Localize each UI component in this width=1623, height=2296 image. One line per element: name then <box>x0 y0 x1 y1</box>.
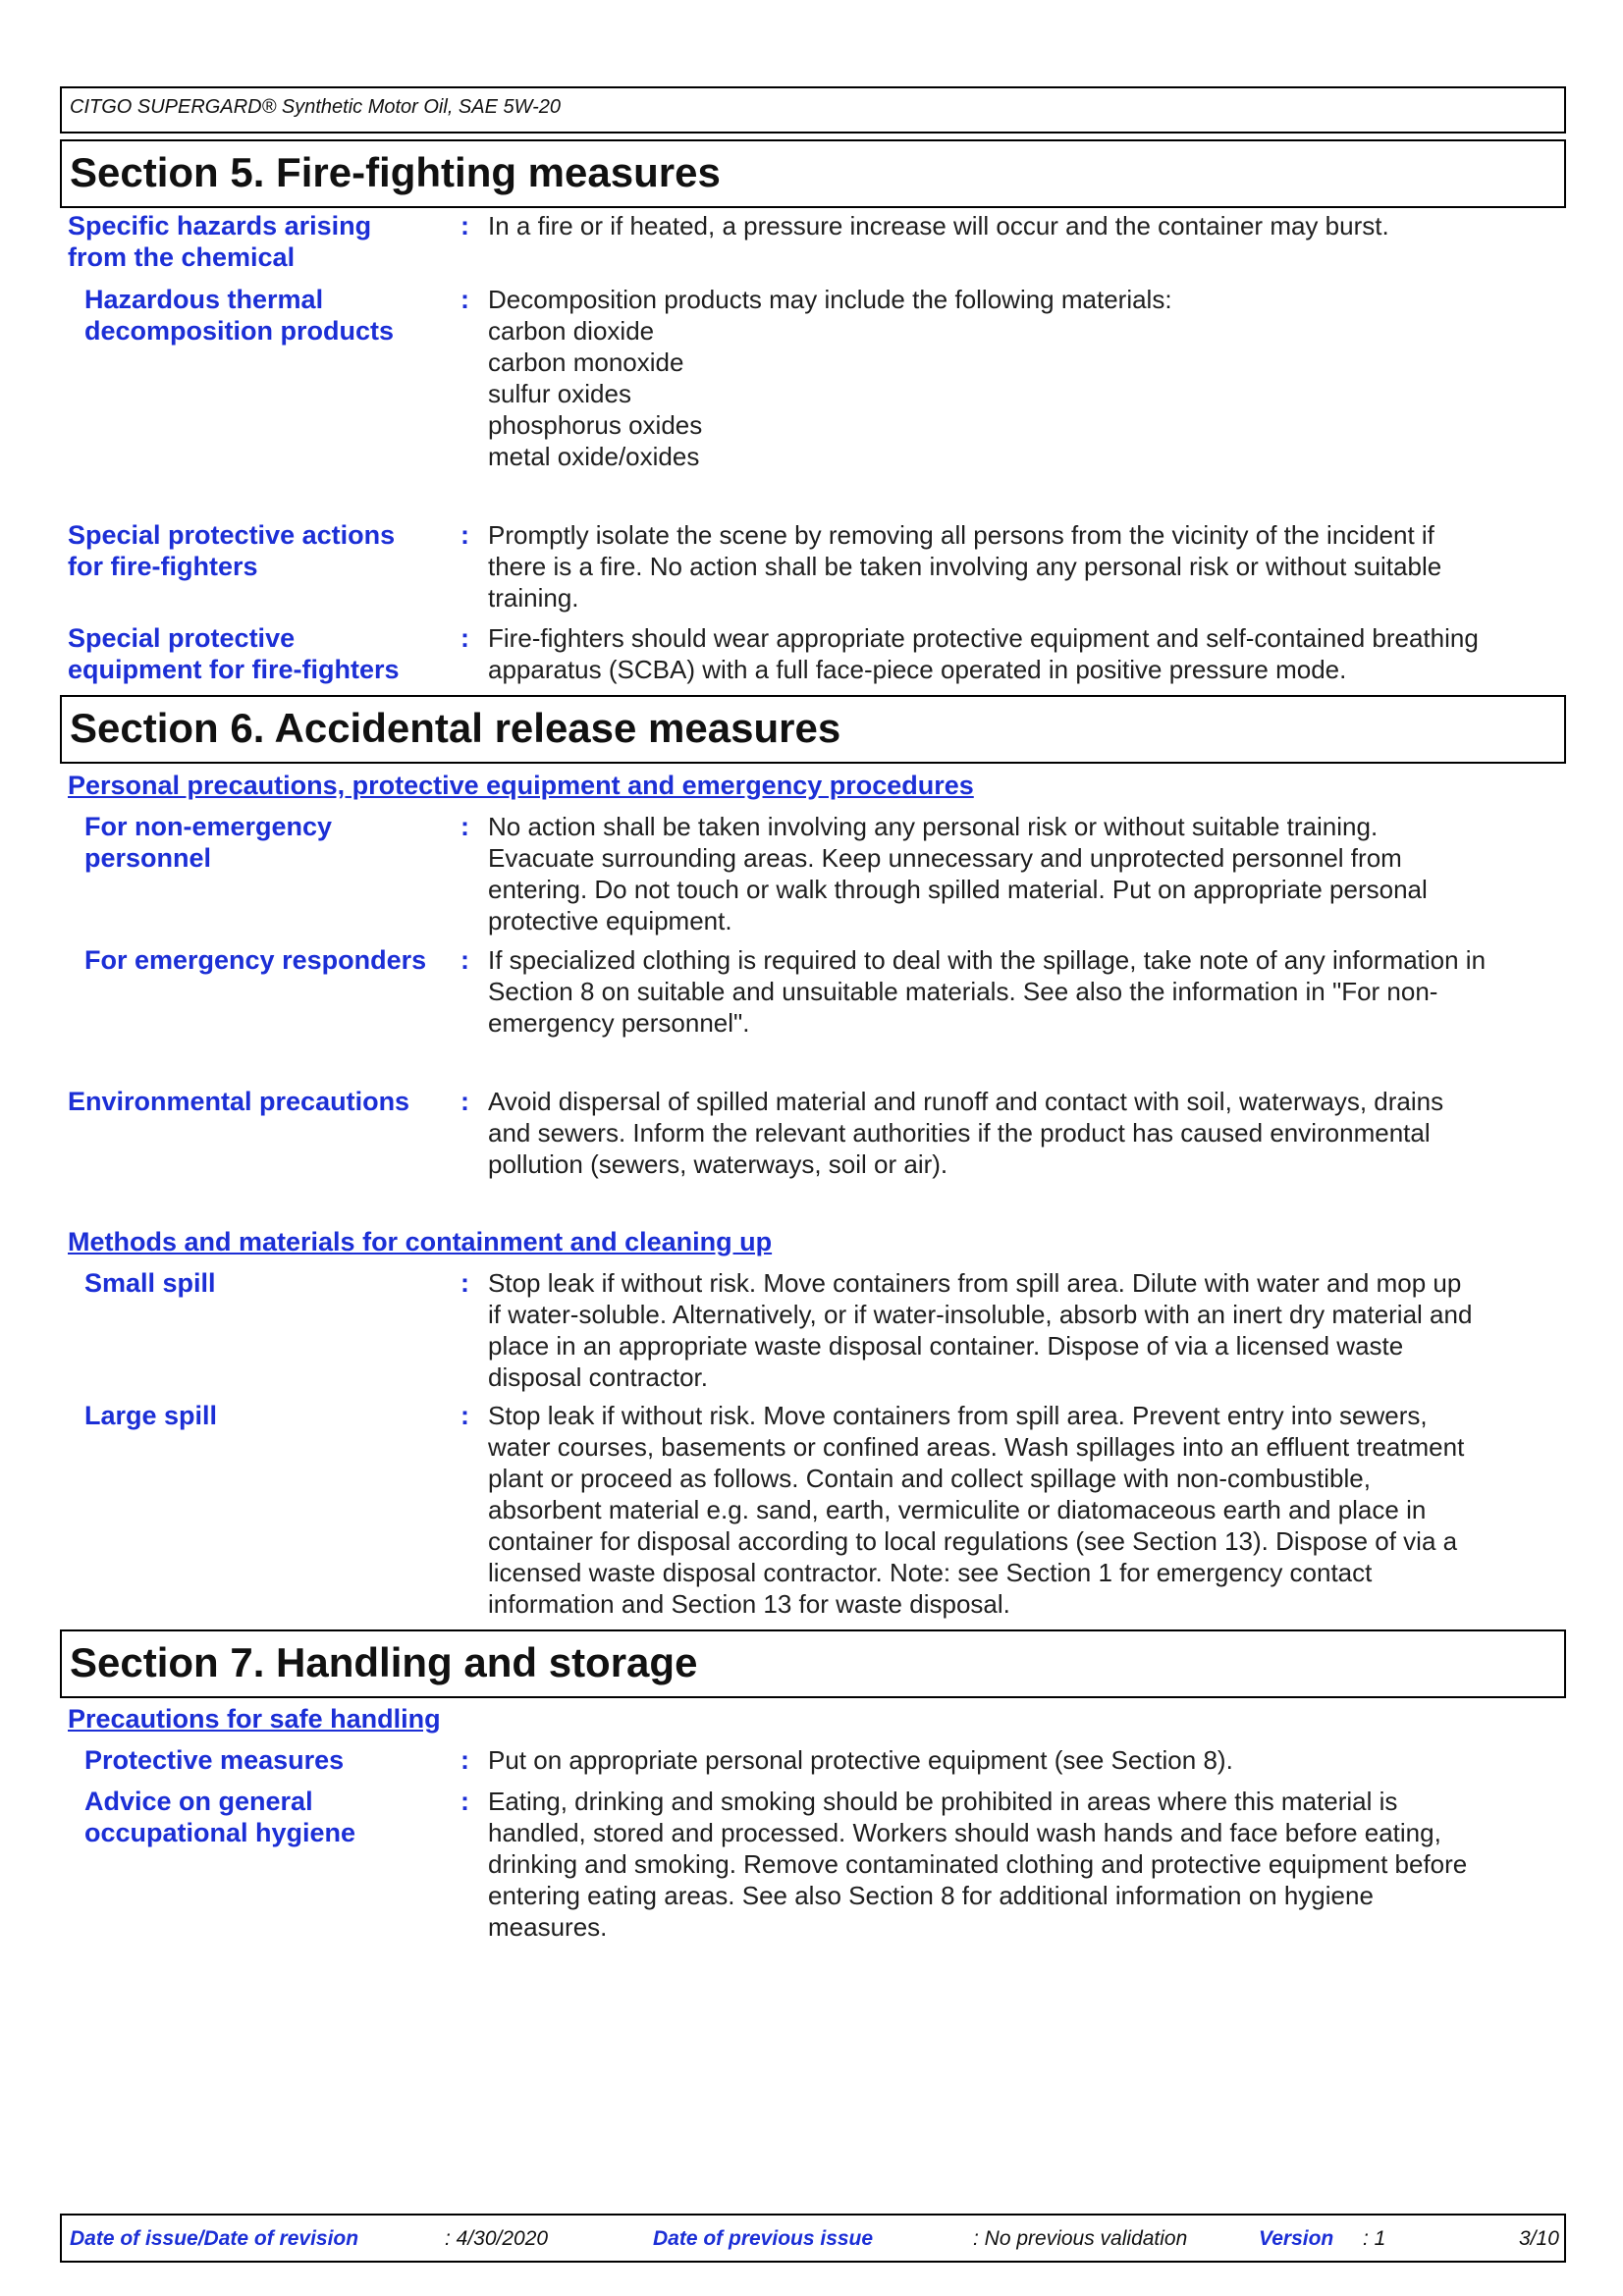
label-protective-actions: Special protective actions for fire-fighters <box>68 520 396 581</box>
subhead-containment: Methods and materials for containment and cleaning up <box>68 1227 773 1256</box>
value-thermal-decomposition: Decomposition products may include the following materials: carbon dioxide carbon monoxide sulfur oxides phosphorus oxides metal oxide/oxides <box>488 285 1172 471</box>
label-specific-hazards: Specific hazards arising from the chemical <box>68 211 372 272</box>
value-specific-hazards: In a fire or if heated, a pressure increase will occur and the container may burst. <box>488 211 1389 240</box>
colon: : <box>460 945 469 975</box>
label-thermal-decomposition: Hazardous thermal decomposition products <box>84 285 395 346</box>
colon: : <box>460 1268 469 1298</box>
product-name: CITGO SUPERGARD® Synthetic Motor Oil, SAE 5W-20 <box>70 96 562 118</box>
section-7-title: Section 7. Handling and storage <box>70 1639 698 1685</box>
value-environmental: Avoid dispersal of spilled material and runoff and contact with soil, waterways, drains and sewers. Inform the relevant authorities if the product has caused environmental pollution (sewers, waterways, soil or air). <box>488 1087 1444 1179</box>
footer-issue-label: Date of issue/Date of revision <box>70 2227 359 2250</box>
value-protective-actions: Promptly isolate the scene by removing all persons from the vicinity of the incident if there is a fire. No action shall be taken involving any personal risk or without suitable training. <box>488 520 1442 613</box>
label-small-spill: Small spill <box>84 1268 216 1298</box>
value-protective-measures: Put on appropriate personal protective equipment (see Section 8). <box>488 1745 1233 1775</box>
section-7-header <box>60 1629 1566 1698</box>
section-5-header <box>60 139 1566 208</box>
label-emergency-responders: For emergency responders <box>84 945 427 975</box>
colon: : <box>460 211 469 240</box>
value-emergency-responders: If specialized clothing is required to deal with the spillage, take note of any information in Section 8 on suitable and unsuitable materials. See also the information in "For non- emergency personnel". <box>488 945 1487 1038</box>
value-protective-equipment: Fire-fighters should wear appropriate protective equipment and self-contained breathing apparatus (SCBA) with a full face-piece operated in positive pressure mode. <box>488 623 1479 684</box>
colon: : <box>460 1401 469 1430</box>
footer-version-value: : 1 <box>1363 2227 1386 2250</box>
footer-issue-value: : 4/30/2020 <box>445 2227 549 2250</box>
colon: : <box>460 285 469 314</box>
section-6-title: Section 6. Accidental release measures <box>70 705 841 751</box>
value-small-spill: Stop leak if without risk. Move containers from spill area. Dilute with water and mop up if water-soluble. Alternatively, or if water-insoluble, absorb with an inert dry material and place in an appropriate waste disposal container. Dispose of via a licensed waste disposal contractor. <box>488 1268 1473 1392</box>
subhead-personal-precautions: Personal precautions, protective equipment and emergency procedures <box>68 771 974 800</box>
label-hygiene: Advice on general occupational hygiene <box>84 1787 356 1847</box>
label-environmental: Environmental precautions <box>68 1087 410 1116</box>
colon: : <box>460 623 469 653</box>
label-protective-measures: Protective measures <box>84 1745 345 1775</box>
footer-prev-label: Date of previous issue <box>653 2227 874 2250</box>
footer-page-number: 3/10 <box>1519 2227 1559 2250</box>
footer-version-label: Version <box>1259 2227 1334 2250</box>
colon: : <box>460 1087 469 1116</box>
label-large-spill: Large spill <box>84 1401 218 1430</box>
colon: : <box>460 1787 469 1816</box>
section-5-title: Section 5. Fire-fighting measures <box>70 149 721 195</box>
value-large-spill: Stop leak if without risk. Move containers from spill area. Prevent entry into sewers, water courses, basements or confined areas. Wash spillages into an effluent treatment plant or proceed as follows. Contain and collect spillage with non-combustible, absorbent material e.g. sand, earth, vermiculite or diatomaceous earth and place in container for disposal according to local regulations (see Section 13). Dispose of via a licensed waste disposal contractor. Note: see Section 1 for emergency contact information and Section 13 for waste disposal. <box>488 1401 1465 1619</box>
colon: : <box>460 812 469 841</box>
colon: : <box>460 1745 469 1775</box>
colon: : <box>460 520 469 550</box>
document-footer <box>60 2214 1566 2263</box>
label-protective-equipment: Special protective equipment for fire-fighters <box>68 623 400 684</box>
document-header <box>60 86 1566 133</box>
label-non-emergency: For non-emergency personnel <box>84 812 333 873</box>
value-non-emergency: No action shall be taken involving any personal risk or without suitable training. Evacuate surrounding areas. Keep unnecessary and unprotected personnel from entering. Do not touch or walk through spilled material. Put on appropriate personal protective equipment. <box>488 812 1428 935</box>
subhead-safe-handling: Precautions for safe handling <box>68 1704 441 1734</box>
value-hygiene: Eating, drinking and smoking should be prohibited in areas where this material is handled, stored and processed. Workers should wash hands and face before eating, drinking and smoking. Remove contaminated clothing and protective equipment before entering eating areas. See also Section 8 for additional information on hygiene measures. <box>488 1787 1468 1942</box>
footer-prev-value: : No previous validation <box>973 2227 1188 2250</box>
section-6-header <box>60 695 1566 764</box>
